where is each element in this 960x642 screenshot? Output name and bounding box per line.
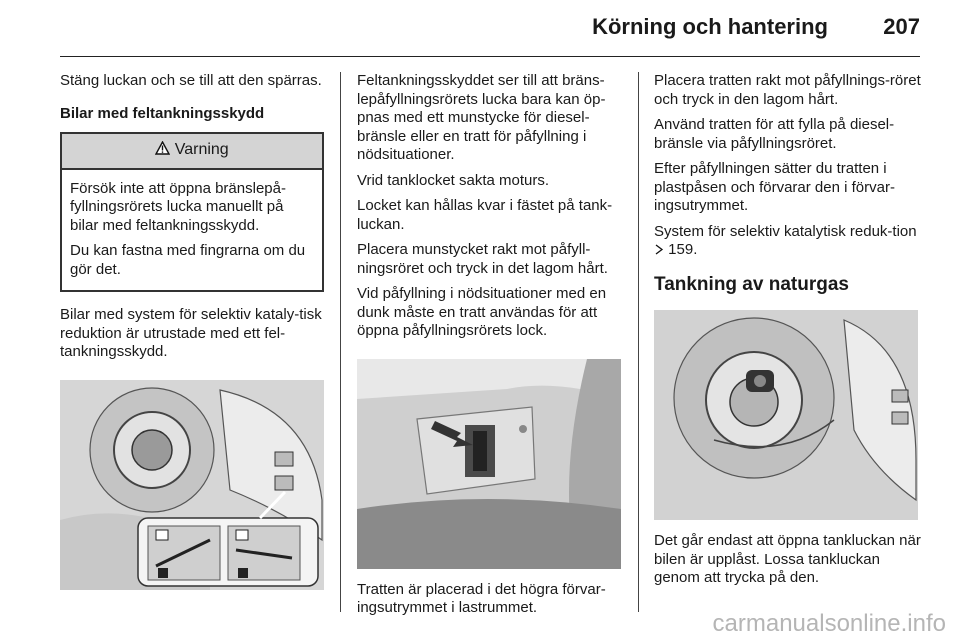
emergency-paragraph: Vid påfyllning i nödsituationer med en dunk måste en tratt användas för att öppna påfyllningsrörets lock. — [357, 285, 607, 339]
column-2 — [357, 72, 622, 625]
funnel-paragraph-3: Efter påfyllningen sätter du tratten i plastpåsen och förvarar den i förvar-ingsutrymmet. — [654, 160, 895, 214]
warning-text-1: Försök inte att öppna bränslepå-fyllningsrörets lucka manuellt på bilar med feltankningsskydd. — [70, 179, 286, 234]
cargo-compartment-figure — [357, 359, 621, 569]
nozzle-paragraph: Placera munstycket rakt mot påfyll-ningsröret och tryck in det lagom hårt. — [357, 241, 608, 277]
warning-text-2: Du kan fastna med fingrarna om du gör det. — [70, 242, 306, 278]
fuel-flap-illustration — [60, 380, 324, 590]
page-number: 207 — [883, 14, 920, 39]
column-1 — [60, 72, 324, 590]
page-reference-link[interactable]: 159. — [668, 241, 698, 258]
section-heading-natural-gas: Tankning av naturgas — [654, 273, 849, 295]
scr-reference-paragraph — [654, 223, 922, 260]
natural-gas-paragraph: Det går endast att öppna tankluckan när bilen är upplåst. Lossa tankluckan genom att trycka på den. — [654, 532, 921, 586]
warning-triangle-icon — [155, 141, 174, 158]
warning-title: Varning — [174, 141, 229, 158]
watermark: carmanualsonline.info — [712, 610, 946, 637]
header-title: Körning och hantering — [592, 14, 828, 39]
column-divider-2 — [638, 72, 639, 612]
fuel-flap-figure — [60, 380, 324, 590]
funnel-location-caption: Tratten är placerad i det högra förvar-ingsutrymmet i lastrummet. — [357, 580, 606, 616]
funnel-paragraph-1: Placera tratten rakt mot påfyllnings-röret och tryck in den lagom hårt. — [654, 72, 921, 108]
funnel-paragraph-2: Använd tratten för att fylla på diesel-bränsle via påfyllningsröret. — [654, 116, 895, 152]
scr-paragraph: Bilar med system för selektiv kataly-tisk reduktion är utrustade med ett fel-tankningsskydd. — [60, 306, 322, 360]
warning-body — [62, 170, 322, 291]
cap-paragraph: Vrid tanklocket sakta moturs. — [357, 171, 550, 189]
misfuel-paragraph: Feltankningsskyddet ser till att bräns-lepåfyllningsrörets lucka bara kan öp-pnas med ett munstycke för diesel-bränsle eller en tratt för påfyllning i nödsituationer. — [357, 72, 606, 163]
cap-holder-paragraph: Locket kan hållas kvar i fästet på tank-luckan. — [357, 197, 613, 233]
natural-gas-flap-figure — [654, 310, 918, 520]
arrow-reference-icon — [654, 241, 668, 258]
scr-reference-text: System för selektiv katalytisk reduk-tion — [654, 222, 917, 240]
subheading-misfuel: Bilar med feltankningsskydd — [60, 104, 265, 122]
natural-gas-flap-illustration — [654, 310, 918, 520]
intro-paragraph: Stäng luckan och se till att den spärras. — [60, 72, 322, 89]
warning-header — [62, 134, 322, 170]
column-divider-1 — [340, 72, 341, 612]
header-divider — [60, 56, 920, 57]
column-3 — [654, 72, 922, 595]
warning-box — [60, 132, 324, 292]
cargo-compartment-illustration — [357, 359, 621, 569]
